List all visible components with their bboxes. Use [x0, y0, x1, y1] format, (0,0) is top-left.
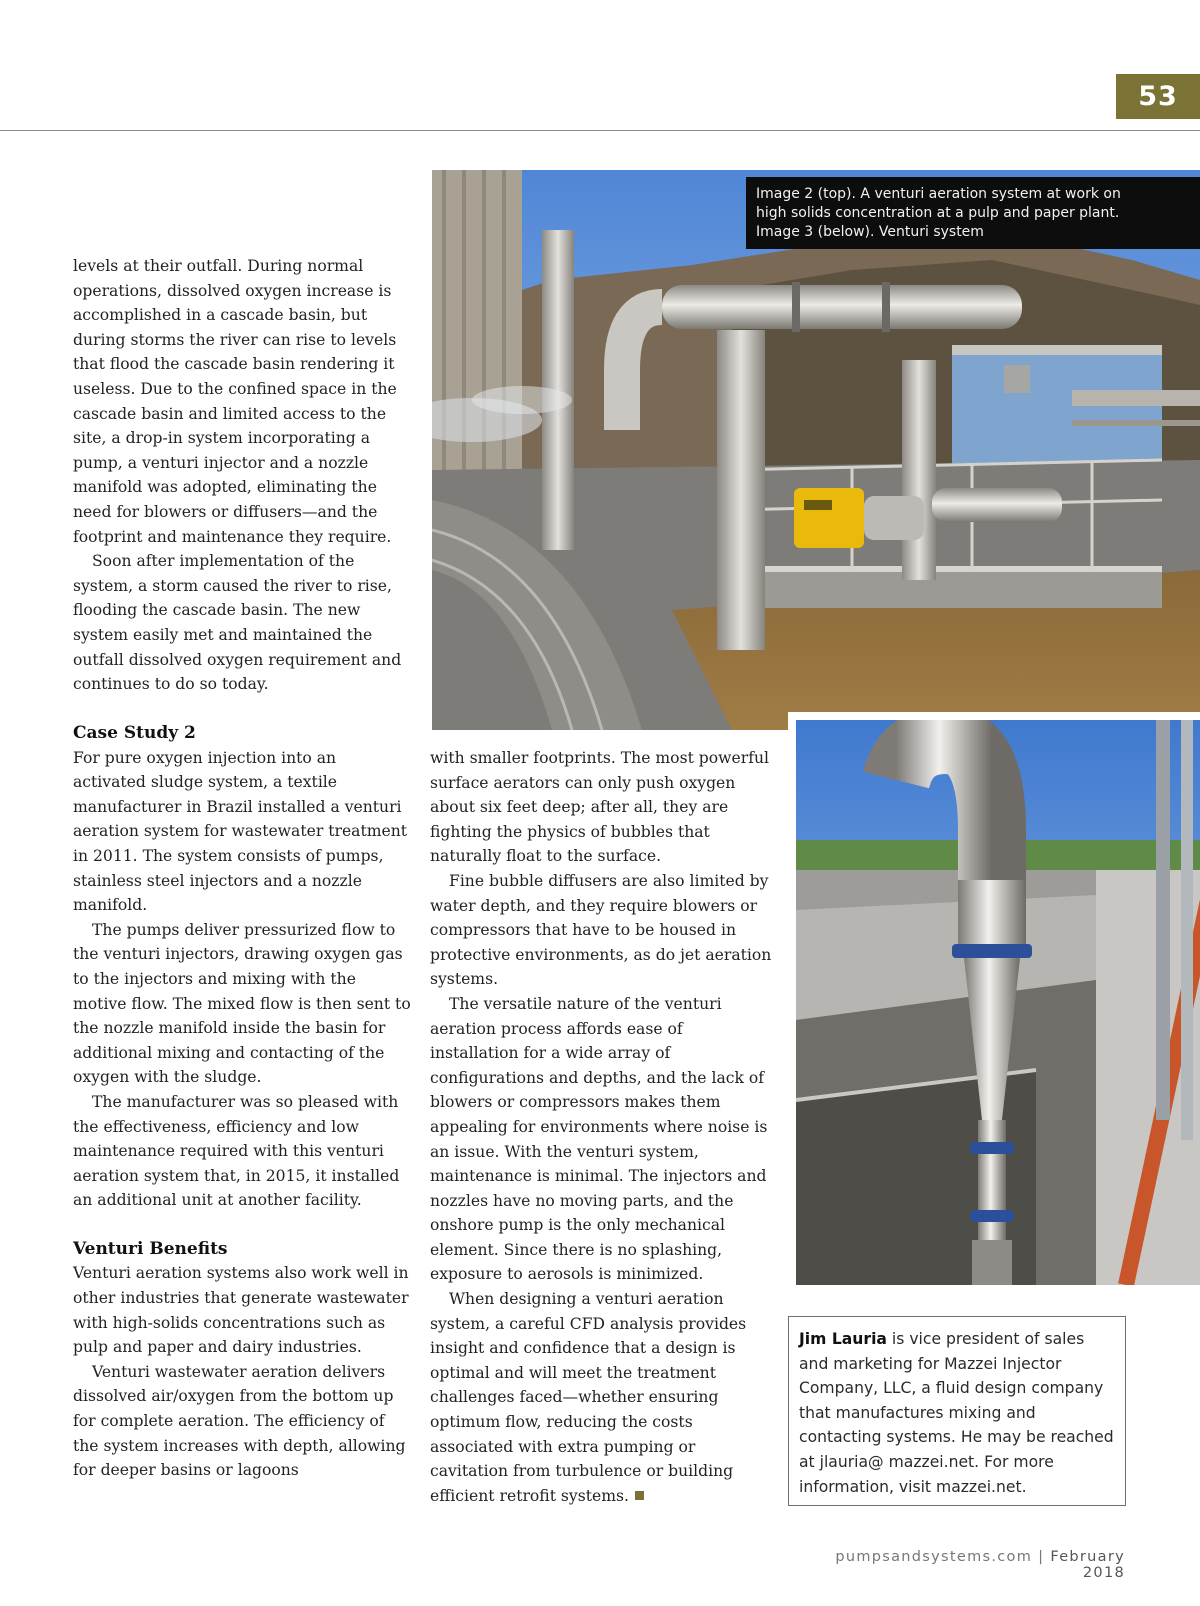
- footer-date: February 2018: [1050, 1549, 1125, 1581]
- caption-line: high solids concentration at a pulp and paper plant.: [756, 205, 1120, 221]
- photo-venturi-aeration-system: [432, 170, 1200, 730]
- author-name: Jim Lauria: [799, 1330, 887, 1348]
- page-number: 53: [1116, 74, 1200, 119]
- case-study-heading: Case Study 2: [73, 723, 196, 743]
- column-1-bottom: [73, 721, 413, 1483]
- author-bio-text: is vice president of sales and marketing for Mazzei Injector Company, LLC, a fluid design company that manufactures mixing and contacting systems. He may be reached at jlauria@ mazzei.net. For more information, visit mazzei.net.: [799, 1330, 1114, 1496]
- body-paragraph: Soon after implementation of the system, a storm caused the river to rise, flooding the cascade basin. The new system easily met and maintained the outfall dissolved oxygen requirement and continues to do so today.: [73, 552, 402, 694]
- end-mark-icon: [635, 1491, 644, 1500]
- page-footer: [795, 1549, 1125, 1581]
- caption-line: Image 3 (below). Venturi system: [756, 224, 984, 240]
- caption-line: Image 2 (top). A venturi aeration system at work on: [756, 186, 1121, 202]
- final-paragraph-text: When designing a venturi aeration system, a careful CFD analysis provides insight and confidence that a design is optimal and will meet the treatment challenges faced—whether ensuring optimum flow, reducing the costs associated with extra pumping or cavitation from turbulence or building efficient retrofit systems.: [430, 1290, 747, 1505]
- footer-site: pumpsandsystems.com: [835, 1549, 1033, 1565]
- photo-venturi-injector: [788, 712, 1200, 1285]
- body-paragraph: The pumps deliver pressurized flow to the venturi injectors, drawing oxygen gas to the injectors and mixing with the motive flow. The mixed flow is then sent to the nozzle manifold inside the basin for additional mixing and contacting of the oxygen with the sludge.: [73, 920, 411, 1087]
- venturi-benefits-heading: Venturi Benefits: [73, 1238, 228, 1259]
- author-bio: [788, 1316, 1126, 1506]
- body-paragraph: Venturi aeration systems also work well in other industries that generate wastewater with high-solids concentrations such as pulp and paper and dairy industries.: [73, 1264, 409, 1357]
- body-paragraph: levels at their outfall. During normal operations, dissolved oxygen increase is accomplished in a cascade basin, but during storms the river can rise to levels that flood the cascade basin rendering it useless. Due to the confined space in the cascade basin and limited access to the site, a drop-in system incorporating a pump, a venturi injector and a nozzle manifold was adopted, eliminating the need for blowers or diffusers—and the footprint and maintenance they require.: [73, 257, 397, 546]
- footer-separator: |: [1038, 1549, 1045, 1565]
- body-paragraph: For pure oxygen injection into an activated sludge system, a textile manufacturer in Brazil installed a venturi aeration system for wastewater treatment in 2011. The system consists of pumps, stainless steel injectors and a nozzle manifold.: [73, 748, 408, 915]
- header-rule: [0, 130, 1200, 131]
- column-1-top: [73, 254, 413, 697]
- body-paragraph: with smaller footprints. The most powerful surface aerators can only push oxygen about six feet deep; after all, they are fighting the physics of bubbles that naturally float to the surface.: [430, 749, 769, 866]
- column-2: [430, 746, 772, 1508]
- body-paragraph: The versatile nature of the venturi aeration process affords ease of installation for a wide array of configurations and depths, and the lack of blowers or compressors makes them appealing for environments where noise is an issue. With the venturi system, maintenance is minimal. The injectors and nozzles have no moving parts, and the onshore pump is the only mechanical element. Since there is no splashing, exposure to aerosols is minimized.: [430, 994, 768, 1284]
- body-paragraph: [430, 1287, 772, 1508]
- body-paragraph: Fine bubble diffusers are also limited by water depth, and they require blowers or compressors that have to be housed in protective environments, as do jet aeration systems.: [430, 871, 772, 989]
- body-paragraph: Venturi wastewater aeration delivers dissolved air/oxygen from the bottom up for complete aeration. The efficiency of the system increases with depth, allowing for deeper basins or lagoons: [73, 1362, 406, 1480]
- body-paragraph: The manufacturer was so pleased with the effectiveness, efficiency and low maintenance required with this venturi aeration system that, in 2015, it installed an additional unit at another facility.: [73, 1092, 400, 1210]
- photo-caption: [746, 177, 1200, 249]
